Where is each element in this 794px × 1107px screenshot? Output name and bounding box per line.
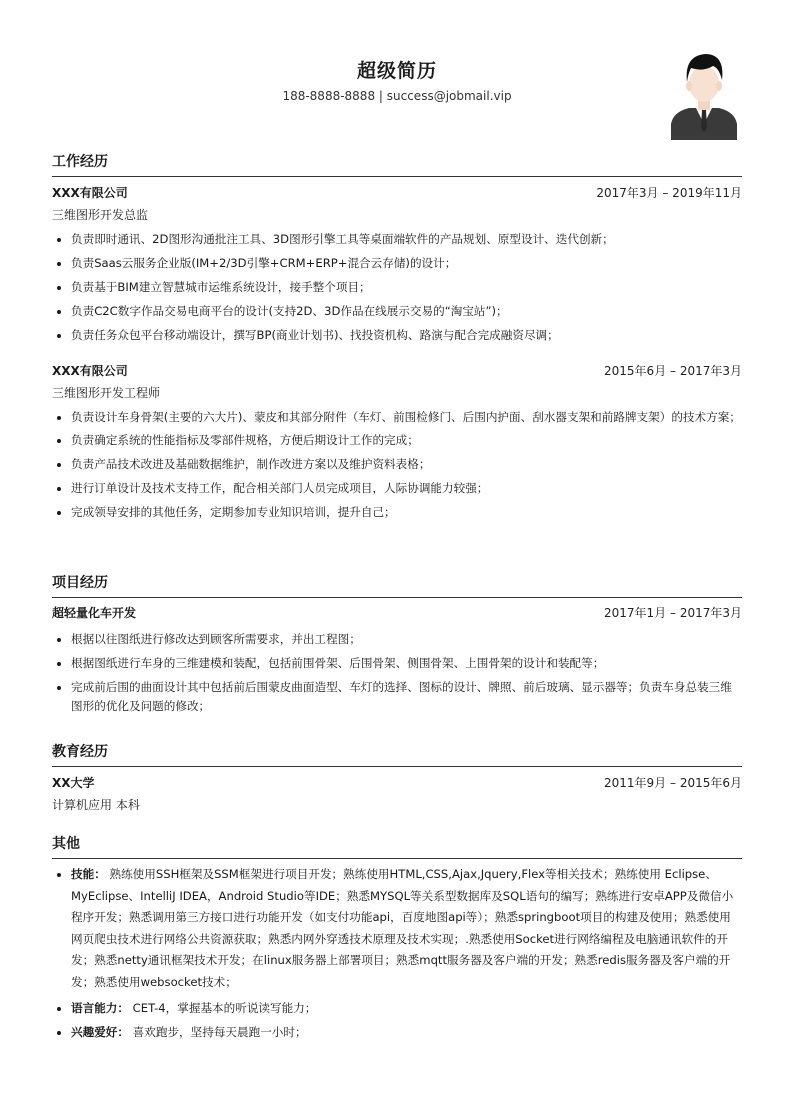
item-text: 熟练使用SSH框架及SSM框架进行项目开发；熟练使用HTML,CSS,Ajax,Jquery,Flex等相关技术；熟练使用 Eclipse、MyEclipse、IntelliJ IDEA，Android Studio等IDE；熟悉MYSQL等关系型数据库及SQL语句的编写；熟练进行安卓APP及微信小程序开发；熟悉调用第三方接口进行功能开发（如支付功能api，百度地图api等）；熟悉springboot项目的构建及使用；熟悉使用网页爬虫技术进行网络公共资源获取；熟悉内网外穿透技术原理及技术实现；.熟悉使用Socket进行网络编程及电脑通讯软件的开发；熟悉netty通讯框架技术开发；在linux服务器上部署项目；熟悉mqtt服务器及客户端的开发；熟悉redis服务器及客户端的开发；熟悉使用websocket技术； xyxy=(71,867,734,989)
section-divider xyxy=(52,597,742,598)
list-item: • 根据以往图纸进行修改达到顾客所需要求，并出工程图； xyxy=(71,628,742,650)
section-title: 项目经历 xyxy=(52,575,108,591)
work-section xyxy=(52,152,742,177)
list-item xyxy=(71,997,742,1019)
company-name: XXX有限公司 xyxy=(52,364,128,378)
date-range: 2011年9月 – 2015年6月 xyxy=(604,776,742,790)
other-entry xyxy=(52,864,742,1045)
other-section xyxy=(52,834,742,859)
list-item: • 负责基于BIM建立智慧城市运维系统设计，接手整个项目； xyxy=(71,276,742,298)
list-item: • 负责Saas云服务企业版(IM+2/3D引擎+CRM+ERP+混合云存储)的设计； xyxy=(71,252,742,274)
job-role: 三维图形开发工程师 xyxy=(52,386,161,400)
date-range: 2015年6月 – 2017年3月 xyxy=(604,364,742,378)
item-text: CET-4，掌握基本的听说读写能力； xyxy=(128,1001,317,1015)
item-text: 喜欢跑步，坚持每天晨跑一小时； xyxy=(128,1025,307,1039)
page-title: 超级简历 xyxy=(356,60,437,82)
section-divider xyxy=(52,858,742,859)
work-entry xyxy=(52,184,742,348)
list-item: • 负责C2C数字作品交易电商平台的设计(支持2D、3D作品在线展示交易的“淘宝站”)； xyxy=(71,300,742,322)
date-range: 2017年1月 – 2017年3月 xyxy=(604,606,742,620)
list-item: • 进行订单设计及技术支持工作，配合相关部门人员完成项目，人际协调能力较强； xyxy=(71,477,742,499)
company-name: XXX有限公司 xyxy=(52,186,128,200)
contact-info: 188-8888-8888 | success@jobmail.vip xyxy=(282,89,512,103)
list-item: • 完成前后围的曲面设计其中包括前后围蒙皮曲面造型、车灯的选择、图标的设计、牌照、前后玻璃、显示器等；负责车身总装三维图形的优化及问题的修改； xyxy=(71,676,742,716)
list-item: • 负责设计车身骨架(主要的六大片)、蒙皮和其部分附件（车灯、前围检修门、后围内护面、刮水器支架和前路牌支架）的技术方案； xyxy=(71,406,742,427)
section-divider xyxy=(52,766,742,767)
duty-list xyxy=(52,406,742,523)
school-name: XX大学 xyxy=(52,776,95,790)
section-title: 教育经历 xyxy=(52,744,108,760)
list-item: • 负责任务众包平台移动端设计，撰写BP(商业计划书)、找投资机构、路演与配合完成融资尽调； xyxy=(71,324,742,346)
project-name: 超轻量化车开发 xyxy=(52,606,137,620)
section-title: 其他 xyxy=(52,836,80,852)
list-item xyxy=(71,1021,742,1043)
project-entry xyxy=(52,604,742,718)
duty-list xyxy=(52,228,742,346)
section-divider xyxy=(52,176,742,177)
project-list xyxy=(52,628,742,716)
item-label: 兴趣爱好： xyxy=(71,1025,129,1039)
avatar-icon xyxy=(669,46,739,140)
project-section xyxy=(52,573,742,598)
section-title: 工作经历 xyxy=(52,154,108,170)
other-list xyxy=(52,864,742,1043)
list-item xyxy=(71,864,742,993)
major: 计算机应用 本科 xyxy=(52,798,140,812)
work-entry xyxy=(52,362,742,525)
date-range: 2017年3月 – 2019年11月 xyxy=(596,186,742,200)
item-label: 技能： xyxy=(71,867,106,881)
list-item: • 负责确定系统的性能指标及零部件规格，方便后期设计工作的完成； xyxy=(71,429,742,451)
list-item: • 负责即时通讯、2D图形沟通批注工具、3D图形引擎工具等桌面端软件的产品规划、原型设计、迭代创新； xyxy=(71,228,742,250)
job-role: 三维图形开发总监 xyxy=(52,208,149,222)
education-section xyxy=(52,742,742,767)
list-item: • 完成领导安排的其他任务，定期参加专业知识培训，提升自己； xyxy=(71,501,742,523)
list-item: • 负责产品技术改进及基础数据维护，制作改进方案以及维护资料表格； xyxy=(71,453,742,475)
education-entry xyxy=(52,774,742,814)
list-item: • 根据图纸进行车身的三维建模和装配，包括前围骨架、后围骨架、侧围骨架、上围骨架的设计和装配等； xyxy=(71,652,742,674)
item-label: 语言能力： xyxy=(71,1001,129,1015)
